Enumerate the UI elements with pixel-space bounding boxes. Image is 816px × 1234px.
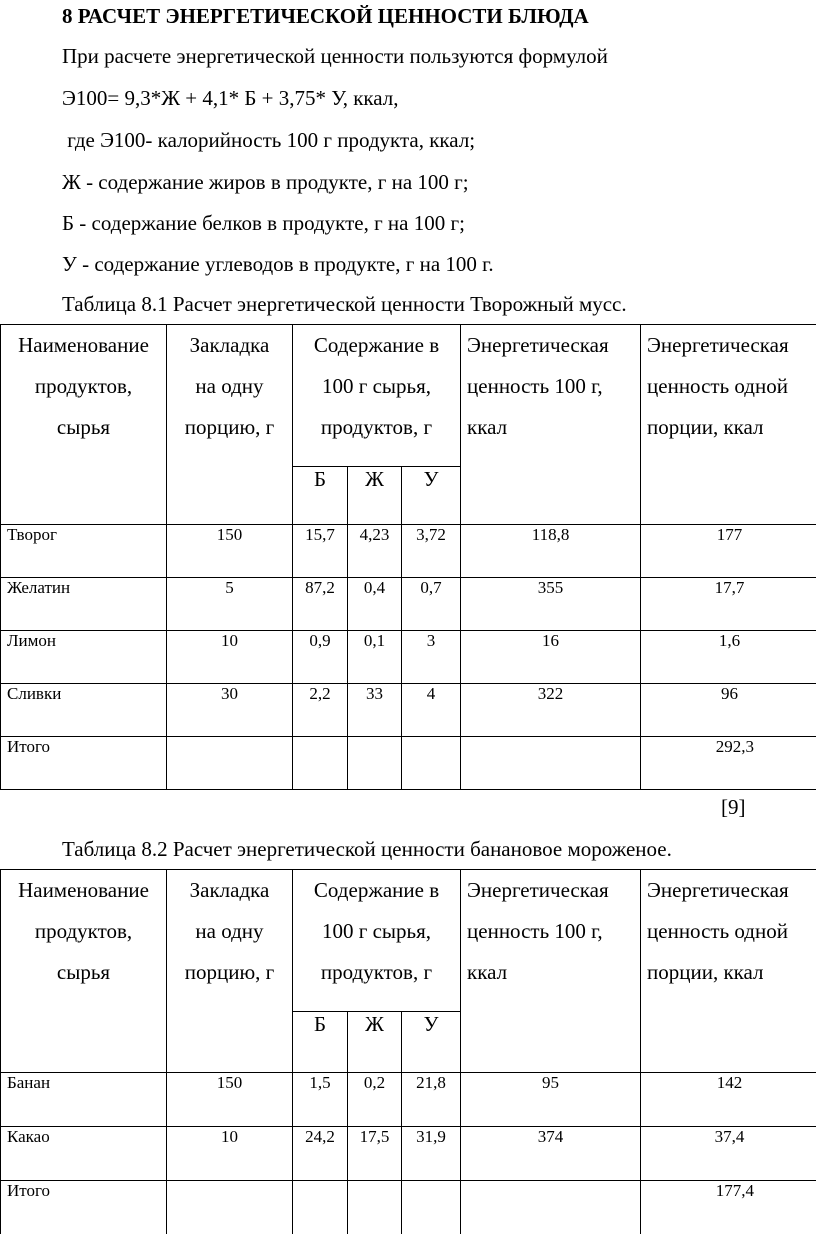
table-total-row [1,737,816,790]
cell-carbs: 31,9 [402,1127,461,1181]
cell-name: Лимон [1,631,167,684]
source-reference: [9] [721,795,746,819]
cell-carbs: 3,72 [402,525,461,578]
cell-energy-100: 95 [461,1073,641,1127]
total-value: 177,4 [641,1181,816,1234]
table-row [1,578,816,631]
cell-name: Творог [1,525,167,578]
formula-line: Э100= 9,3*Ж + 4,1* Б + 3,75* У, ккал, [62,86,399,110]
cell-fat: 0,2 [348,1073,402,1127]
cell-portion: 30 [167,684,293,737]
cell-protein: 0,9 [293,631,348,684]
col-header-name: Наименование продуктов, сырья [1,325,167,525]
cell-portion: 10 [167,631,293,684]
table-row [1,525,816,578]
cell-portion: 5 [167,578,293,631]
cell-name: Желатин [1,578,167,631]
intro-line: где Э100- калорийность 100 г продукта, ккал; [62,128,476,152]
col-header-energy-portion: Энергетическая ценность одной порции, ккал [641,870,816,1073]
cell-protein: 1,5 [293,1073,348,1127]
cell-fat: 0,4 [348,578,402,631]
cell-portion: 150 [167,1073,293,1127]
col-header-portion: Закладка на одну порцию, г [167,325,293,525]
cell-portion: 10 [167,1127,293,1181]
intro-line: При расчете энергетической ценности пользуются формулой [62,44,608,68]
section-heading: 8 РАСЧЕТ ЭНЕРГЕТИЧЕСКОЙ ЦЕННОСТИ БЛЮДА [62,4,589,28]
cell-energy-100: 355 [461,578,641,631]
table-total-row [1,1181,816,1234]
cell-name: Какао [1,1127,167,1181]
col-header-protein: Б [293,467,348,525]
table-row [1,1127,816,1181]
table-caption: Таблица 8.1 Расчет энергетической ценности Творожный мусс. [62,292,627,316]
table-caption: Таблица 8.2 Расчет энергетической ценности банановое мороженое. [62,837,672,861]
energy-table-1 [0,324,816,790]
cell-name: Сливки [1,684,167,737]
total-label: Итого [1,737,167,790]
cell-carbs: 4 [402,684,461,737]
cell-energy-portion: 177 [641,525,816,578]
col-header-energy-100: Энергетическая ценность 100 г, ккал [461,325,641,525]
cell-fat: 17,5 [348,1127,402,1181]
cell-protein: 24,2 [293,1127,348,1181]
cell-energy-portion: 37,4 [641,1127,816,1181]
cell-energy-100: 16 [461,631,641,684]
col-header-fat: Ж [348,1012,402,1073]
col-header-energy-portion: Энергетическая ценность одной порции, ккал [641,325,816,525]
total-value: 292,3 [641,737,816,790]
col-header-carbs: У [402,467,461,525]
cell-fat: 4,23 [348,525,402,578]
table-row [1,631,816,684]
col-header-content: Содержание в 100 г сырья, продуктов, г [293,870,461,1012]
cell-energy-portion: 1,6 [641,631,816,684]
cell-protein: 15,7 [293,525,348,578]
col-header-protein: Б [293,1012,348,1073]
col-header-carbs: У [402,1012,461,1073]
intro-line: Б - содержание белков в продукте, г на 100 г; [62,211,465,235]
intro-line: У - содержание углеводов в продукте, г на 100 г. [62,252,494,276]
total-label: Итого [1,1181,167,1234]
col-header-content: Содержание в 100 г сырья, продуктов, г [293,325,461,467]
cell-energy-100: 374 [461,1127,641,1181]
col-header-portion: Закладка на одну порцию, г [167,870,293,1073]
cell-carbs: 3 [402,631,461,684]
cell-energy-100: 322 [461,684,641,737]
cell-protein: 87,2 [293,578,348,631]
cell-protein: 2,2 [293,684,348,737]
cell-portion: 150 [167,525,293,578]
cell-fat: 0,1 [348,631,402,684]
col-header-fat: Ж [348,467,402,525]
intro-line: Ж - содержание жиров в продукте, г на 100 г; [62,170,469,194]
cell-fat: 33 [348,684,402,737]
cell-energy-portion: 96 [641,684,816,737]
cell-carbs: 0,7 [402,578,461,631]
col-header-energy-100: Энергетическая ценность 100 г, ккал [461,870,641,1073]
cell-name: Банан [1,1073,167,1127]
table-row [1,1073,816,1127]
cell-energy-portion: 142 [641,1073,816,1127]
energy-table-2 [0,869,816,1234]
table-row [1,684,816,737]
cell-carbs: 21,8 [402,1073,461,1127]
cell-energy-portion: 17,7 [641,578,816,631]
col-header-name: Наименование продуктов, сырья [1,870,167,1073]
cell-energy-100: 118,8 [461,525,641,578]
